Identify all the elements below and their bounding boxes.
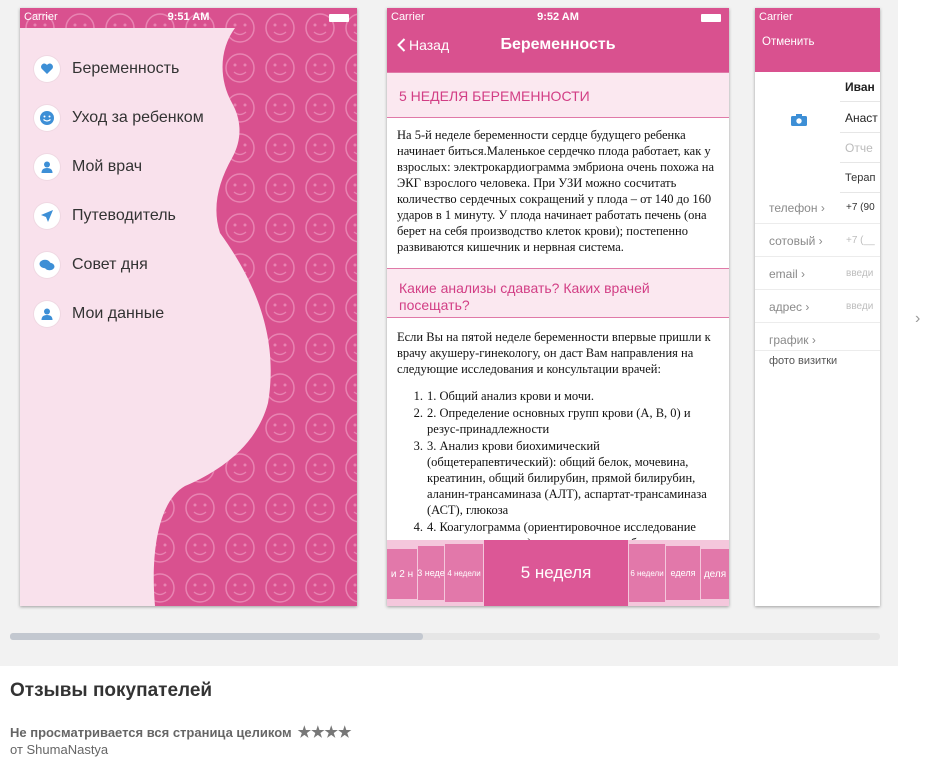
main-menu [20,44,260,338]
status-bar [20,8,357,28]
menu-item-label: Уход за ребенком [72,108,204,126]
navigation-bar [755,8,880,72]
first-name-field[interactable]: Анаст [840,103,880,133]
menu-item-label: Мои данные [72,304,165,322]
article-paragraph: На 5-й неделе беременности сердце будущего ребенка начинает биться.Маленькое сердечко плода работает, как у взрослых: электрокардиограмма эмбриона очень похожа на ЭКГ взрослого человека. При УЗИ можно сосчитать количество сердечных сокращений у плода – от 140 до 160 ударов в 1 минуту. У плода начинает работать печень (она берет на себя производство клеток крови); постепенно развиваются кишечник и нервная система. [397,128,715,254]
exam-list [397,388,719,552]
location-arrow-icon [34,203,60,229]
list-number: 1. [413,389,423,403]
menu-item-my-doctor[interactable] [20,142,260,191]
menu-item-label: Мой врач [72,157,143,175]
row-label: график › [769,333,816,347]
list-number: 3. [413,439,423,453]
screen-title: Беременность [500,36,616,53]
row-label: адрес › [769,300,810,314]
list-number: 2. [413,406,423,420]
status-bar [387,8,729,28]
battery-icon [701,14,721,22]
list-item [397,388,719,404]
screenshot-week-article[interactable] [387,8,729,606]
address-row[interactable] [755,290,880,323]
business-card-photo-label[interactable]: фото визитки [769,355,838,367]
back-label: Назад [409,37,450,53]
list-text: 2. Определение основных групп крови (А, В, 0) и резус-принадлежности [427,406,691,436]
menu-item-pregnancy[interactable] [20,44,260,93]
camera-icon [791,114,807,126]
status-bar [755,8,880,28]
photo-button[interactable] [791,113,807,125]
review-author: от ShumaNastya [10,742,109,757]
reviews-heading: Отзывы покупателей [10,680,213,701]
menu-item-tip-of-day[interactable] [20,240,260,289]
chat-bubbles-icon [34,252,60,278]
week-6[interactable]: 6 недели [629,544,665,602]
specialty-field[interactable]: Терап [840,163,880,193]
list-text: 1. Общий анализ крови и мочи. [427,389,594,403]
status-time: 9:52 AM [537,11,579,23]
week-far-right[interactable]: деля [701,549,729,599]
week-carousel[interactable] [387,540,729,606]
list-text: 4. Коагулограмма (ориентировочное исследование [427,520,696,534]
cancel-button[interactable]: Отменить [762,36,815,48]
menu-item-guide[interactable] [20,191,260,240]
person-icon [34,301,60,327]
menu-item-label: Беременность [72,59,180,77]
patronymic-field[interactable]: Отче [840,133,880,163]
gallery-scrollbar-thumb[interactable] [10,633,423,640]
review-title: Не просматривается вся страница целиком [10,724,292,740]
menu-item-my-data[interactable] [20,289,260,338]
chevron-right-icon[interactable]: › [915,310,921,327]
row-label: телефон › [769,201,825,215]
list-text: 3. Анализ крови биохимический (общетерапевтический): общий белок, мочевина, креатинин, общий билирубин, прямой билирубин, аланин-трансаминаза (АЛТ), аспартат-трансаминаза (АСТ), глюкоза [427,439,707,517]
heart-icon [34,56,60,82]
menu-item-label: Совет дня [72,255,148,273]
week-7[interactable]: еделя [666,546,700,600]
week-3[interactable]: 3 неде [418,546,444,600]
schedule-row[interactable] [755,323,880,351]
mobile-row[interactable] [755,224,880,257]
week-4[interactable]: 4 недели [445,544,483,602]
screenshot-doctor-form[interactable] [755,8,880,606]
row-value[interactable]: +7 (90 [846,202,875,213]
carrier-label: Carrier [391,11,425,23]
battery-icon [329,14,349,22]
row-value[interactable]: +7 (__ [846,235,875,246]
screenshot-menu[interactable] [20,8,357,606]
section-heading: 5 НЕДЕЛЯ БЕРЕМЕННОСТИ [387,72,729,118]
section-heading: Какие анализы сдавать? Каких врачей посещать? [387,268,729,318]
carrier-label: Carrier [24,11,58,23]
row-value[interactable]: введи [846,268,874,279]
week-current[interactable]: 5 неделя [484,540,628,606]
row-label: сотовый › [769,234,823,248]
article-paragraph: Если Вы на пятой неделе беременности впервые пришли к врачу акушеру-гинекологу, он даст Вам направления на следующие исследования и консультации врачей: [397,330,711,376]
row-label: email › [769,267,806,281]
week-far-left[interactable]: и 2 н [387,549,417,599]
smiley-icon [34,105,60,131]
star-rating: ★★★★ [297,724,352,741]
status-time: 9:51 AM [167,11,210,23]
list-item [397,405,719,437]
menu-item-label: Путеводитель [72,206,176,224]
email-row[interactable] [755,257,880,290]
list-number: 4. [413,520,423,534]
gallery-scrollbar[interactable] [10,633,880,640]
carrier-label: Carrier [759,11,793,23]
review-header [10,723,351,741]
list-item [397,438,719,518]
row-value[interactable]: введи [846,301,874,312]
person-icon [34,154,60,180]
phone-row[interactable] [755,191,880,224]
navigation-bar [387,8,729,72]
last-name-field[interactable]: Иван [840,72,880,102]
menu-item-child-care[interactable] [20,93,260,142]
